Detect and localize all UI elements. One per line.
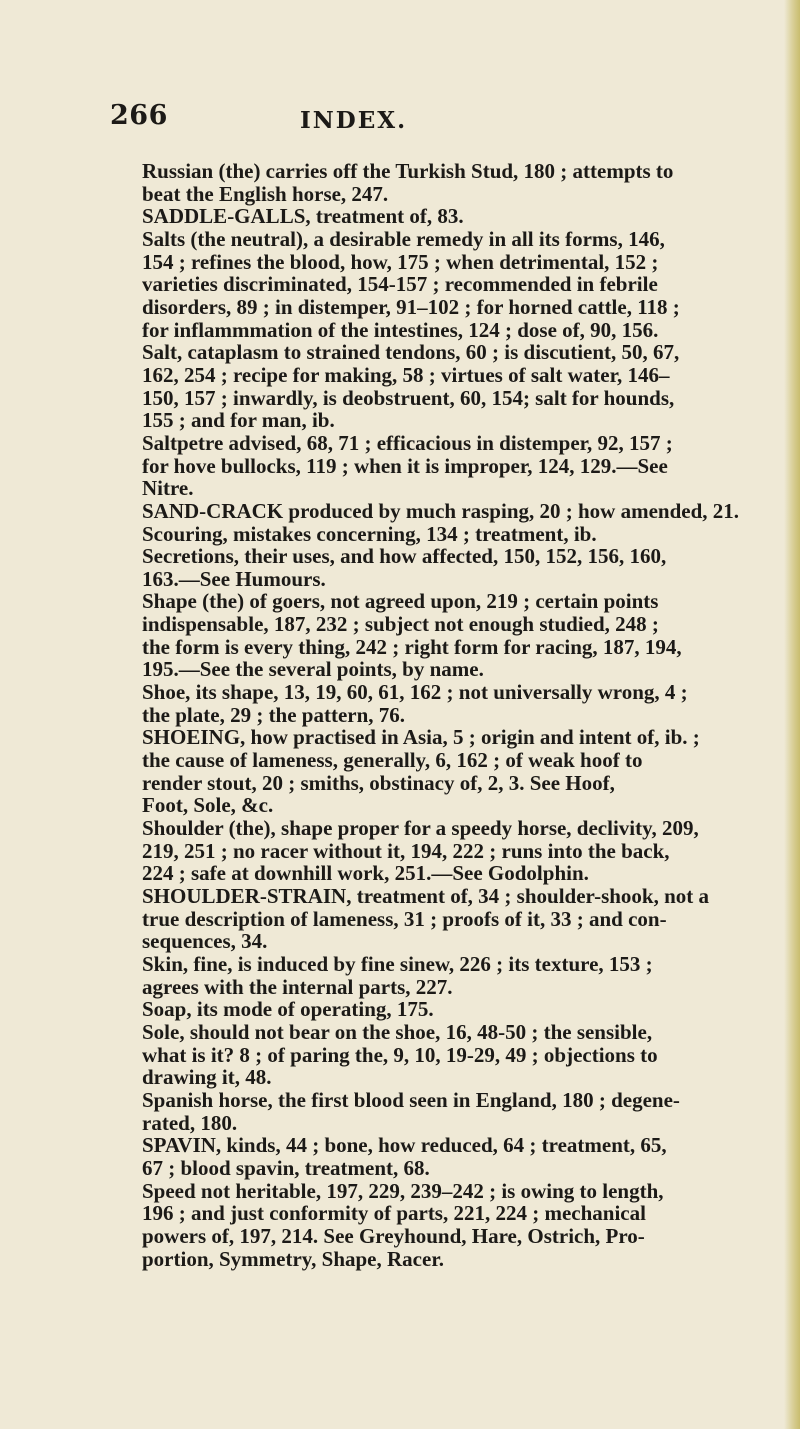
entry-line: 155 ; and for man, ib. (142, 408, 335, 433)
index-entry (122, 817, 762, 885)
entry-line: SHOULDER-STRAIN, treatment of, 34 ; shoulder-shook, not a (142, 884, 710, 908)
entry-line: powers of, 197, 214. See Greyhound, Hare, Ostrich, Pro- (142, 1223, 645, 1248)
entry-line: SPAVIN, kinds, 44 ; bone, how reduced, 64 ; treatment, 65, (142, 1133, 667, 1158)
index-entry (122, 545, 762, 590)
entry-line: 196 ; and just conformity of parts, 221, 224 ; mechanical (142, 1201, 646, 1226)
entry-line: the cause of lameness, generally, 6, 162 ; of weak hoof to (142, 748, 643, 773)
entry-line: the plate, 29 ; the pattern, 76. (142, 702, 406, 727)
index-entry (122, 998, 762, 1021)
entry-line: Nitre. (142, 476, 194, 501)
entry-line: Soap, its mode of operating, 175. (142, 997, 434, 1022)
entry-line: Shoe, its shape, 13, 19, 60, 61, 162 ; not universally wrong, 4 ; (142, 680, 688, 705)
entry-line: 150, 157 ; inwardly, is deobstruent, 60, 154; salt for hounds, (142, 385, 675, 410)
entry-line: Shoulder (the), shape proper for a speedy horse, declivity, 209, (142, 816, 699, 841)
entry-line: Russian (the) carries off the Turkish Stud, 180 ; attempts to (142, 159, 674, 183)
index-entry (122, 500, 762, 523)
index-entry (122, 681, 762, 726)
entry-line: 224 ; safe at downhill work, 251.—See Godolphin. (142, 861, 589, 886)
entry-line: Salts (the neutral), a desirable remedy in all its forms, 146, (142, 226, 665, 251)
entry-line: Salt, cataplasm to strained tendons, 60 ; is discutient, 50, 67, (142, 340, 680, 365)
entry-line: 219, 251 ; no racer without it, 194, 222 ; runs into the back, (142, 838, 670, 863)
entry-line: Speed not heritable, 197, 229, 239–242 ; is owing to length, (142, 1178, 664, 1203)
entry-line: indispensable, 187, 232 ; subject not enough studied, 248 ; (142, 612, 659, 637)
index-entry (122, 885, 762, 953)
entry-line: for hove bullocks, 119 ; when it is improper, 124, 129.—See (142, 453, 668, 478)
entry-line: 163.—See Humours. (142, 566, 326, 591)
running-head: INDEX. (300, 107, 408, 134)
entry-line: rated, 180. (142, 1110, 238, 1135)
index-entries (122, 160, 762, 1270)
index-entry (122, 432, 762, 500)
entry-line: Foot, Sole, &c. (142, 793, 274, 818)
entry-line: disorders, 89 ; in distemper, 91–102 ; for horned cattle, 118 ; (142, 294, 680, 319)
page-number: 266 (110, 100, 168, 131)
entry-line: 195.—See the several points, by name. (142, 657, 484, 682)
entry-line: 162, 254 ; recipe for making, 58 ; virtues of salt water, 146– (142, 362, 670, 387)
entry-line: 67 ; blood spavin, treatment, 68. (142, 1155, 430, 1180)
entry-line: portion, Symmetry, Shape, Racer. (142, 1246, 444, 1271)
index-entry (122, 341, 762, 432)
index-entry (122, 1180, 762, 1271)
index-entry (122, 228, 762, 341)
index-entry (122, 590, 762, 681)
index-entry (122, 160, 762, 205)
entry-line: true description of lameness, 31 ; proofs of it, 33 ; and con- (142, 906, 667, 931)
entry-line: Sole, should not bear on the shoe, 16, 48-50 ; the sensible, (142, 1019, 653, 1044)
entry-line: drawing it, 48. (142, 1065, 272, 1090)
index-entry (122, 205, 762, 228)
index-entry (122, 1134, 762, 1179)
entry-line: varieties discriminated, 154-157 ; recommended in febrile (142, 272, 658, 297)
entry-line: the form is every thing, 242 ; right form for racing, 187, 194, (142, 634, 682, 659)
entry-line: Scouring, mistakes concerning, 134 ; treatment, ib. (142, 521, 597, 546)
entry-line: what is it? 8 ; of paring the, 9, 10, 19-29, 49 ; objections to (142, 1042, 658, 1067)
entry-line: Secretions, their uses, and how affected, 150, 152, 156, 160, (142, 544, 667, 569)
entry-line: render stout, 20 ; smiths, obstinacy of, 2, 3. See Hoof, (142, 770, 615, 795)
entry-line: Spanish horse, the first blood seen in England, 180 ; degene- (142, 1087, 680, 1112)
index-entry (122, 1021, 762, 1089)
entry-line: SHOEING, how practised in Asia, 5 ; origin and intent of, ib. ; (142, 725, 700, 750)
entry-line: beat the English horse, 247. (142, 181, 389, 206)
entry-line: Shape (the) of goers, not agreed upon, 219 ; certain points (142, 589, 659, 614)
entry-line: Saltpetre advised, 68, 71 ; efficacious in distemper, 92, 157 ; (142, 430, 673, 455)
index-entry (122, 1089, 762, 1134)
entry-line: SADDLE-GALLS, treatment of, 83. (142, 204, 464, 229)
entry-line: 154 ; refines the blood, how, 175 ; when detrimental, 152 ; (142, 249, 659, 274)
entry-line: agrees with the internal parts, 227. (142, 974, 453, 999)
entry-line: sequences, 34. (142, 929, 268, 954)
entry-line: Skin, fine, is induced by fine sinew, 226 ; its texture, 153 ; (142, 951, 653, 976)
index-entry (122, 523, 762, 546)
index-entry (122, 726, 762, 817)
index-entry (122, 953, 762, 998)
entry-line: for inflammmation of the intestines, 124 ; dose of, 90, 156. (142, 317, 659, 342)
entry-line: SAND-CRACK produced by much rasping, 20 ; how amended, 21. (142, 498, 740, 523)
page-edge (784, 0, 800, 1429)
